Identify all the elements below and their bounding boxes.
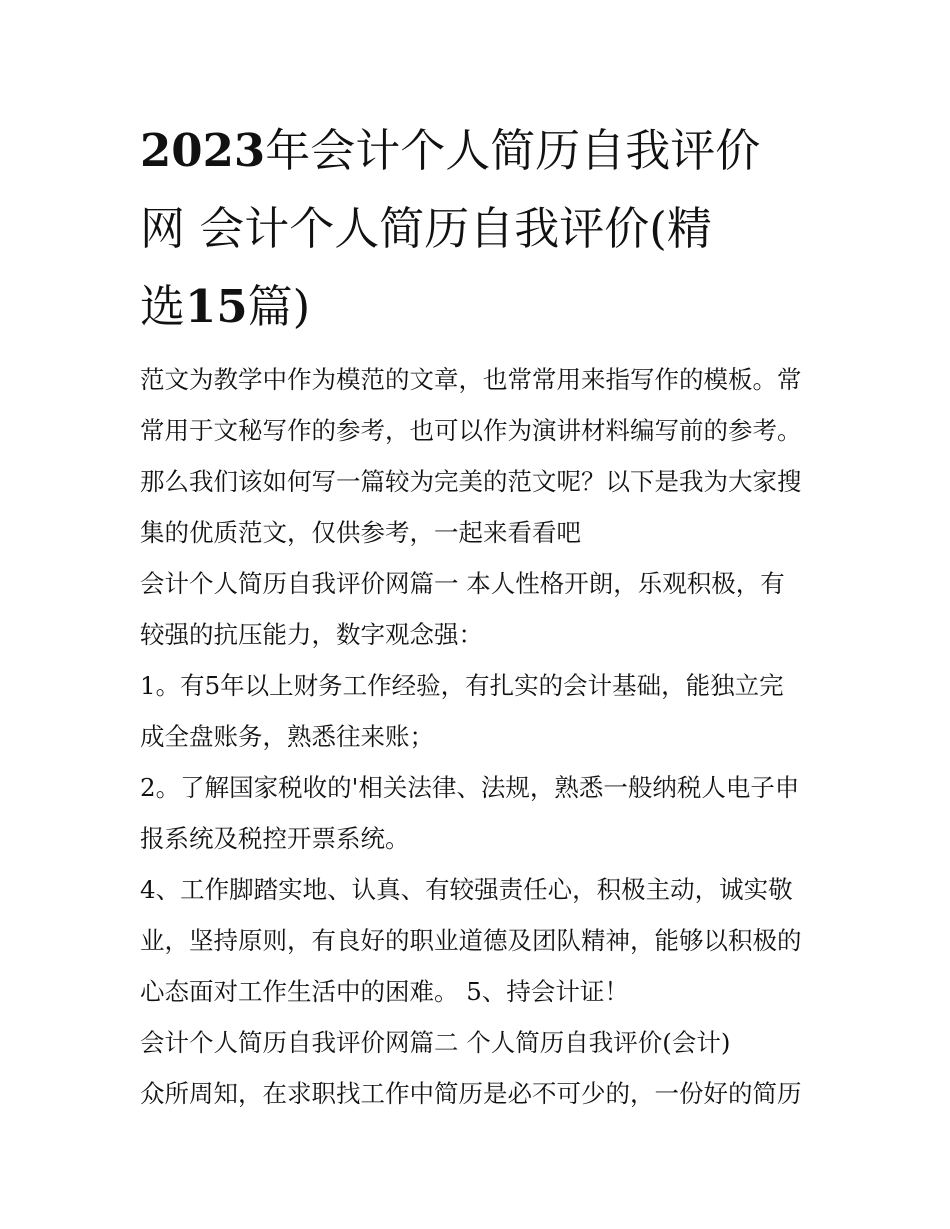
document-body bbox=[140, 354, 830, 1119]
title-line: 选15篇) bbox=[140, 280, 311, 333]
paragraph-line: 业，坚持原则，有良好的职业道德及团队精神，能够以积极的 bbox=[140, 926, 802, 955]
paragraph-line: 成全盘账务，熟悉往来账； bbox=[140, 722, 434, 751]
paragraph-line: 那么我们该如何写一篇较为完美的范文呢？以下是我为大家搜 bbox=[140, 467, 802, 496]
paragraph-line: 2。了解国家税收的'相关法律、法规，熟悉一般纳税人电子申 bbox=[140, 773, 800, 802]
document-title bbox=[140, 112, 840, 346]
paragraph-line: 较强的抗压能力，数字观念强： bbox=[140, 620, 483, 649]
paragraph-line: 报系统及税控开票系统。 bbox=[140, 824, 410, 853]
paragraph-line: 心态面对工作生活中的困难。 5、持会计证！ bbox=[140, 977, 629, 1006]
title-line: 2023年会计个人简历自我评价 bbox=[140, 124, 761, 177]
paragraph-line: 众所周知，在求职找工作中简历是必不可少的，一份好的简历 bbox=[140, 1079, 802, 1108]
paragraph-line: 1。有5年以上财务工作经验，有扎实的会计基础，能独立完 bbox=[140, 671, 784, 700]
paragraph-line: 集的优质范文，仅供参考，一起来看看吧 bbox=[140, 518, 581, 547]
title-line: 网 会计个人简历自我评价(精 bbox=[140, 202, 712, 255]
paragraph-line: 会计个人简历自我评价网篇一 本人性格开朗，乐观积极，有 bbox=[140, 569, 785, 598]
paragraph-line: 会计个人简历自我评价网篇二 个人简历自我评价(会计) bbox=[140, 1028, 731, 1057]
paragraph-line: 4、工作脚踏实地、认真、有较强责任心，积极主动，诚实敬 bbox=[140, 875, 793, 904]
paragraph-line: 范文为教学中作为模范的文章，也常常用来指写作的模板。常 bbox=[140, 365, 802, 394]
paragraph-line: 常用于文秘写作的参考，也可以作为演讲材料编写前的参考。 bbox=[140, 416, 802, 445]
